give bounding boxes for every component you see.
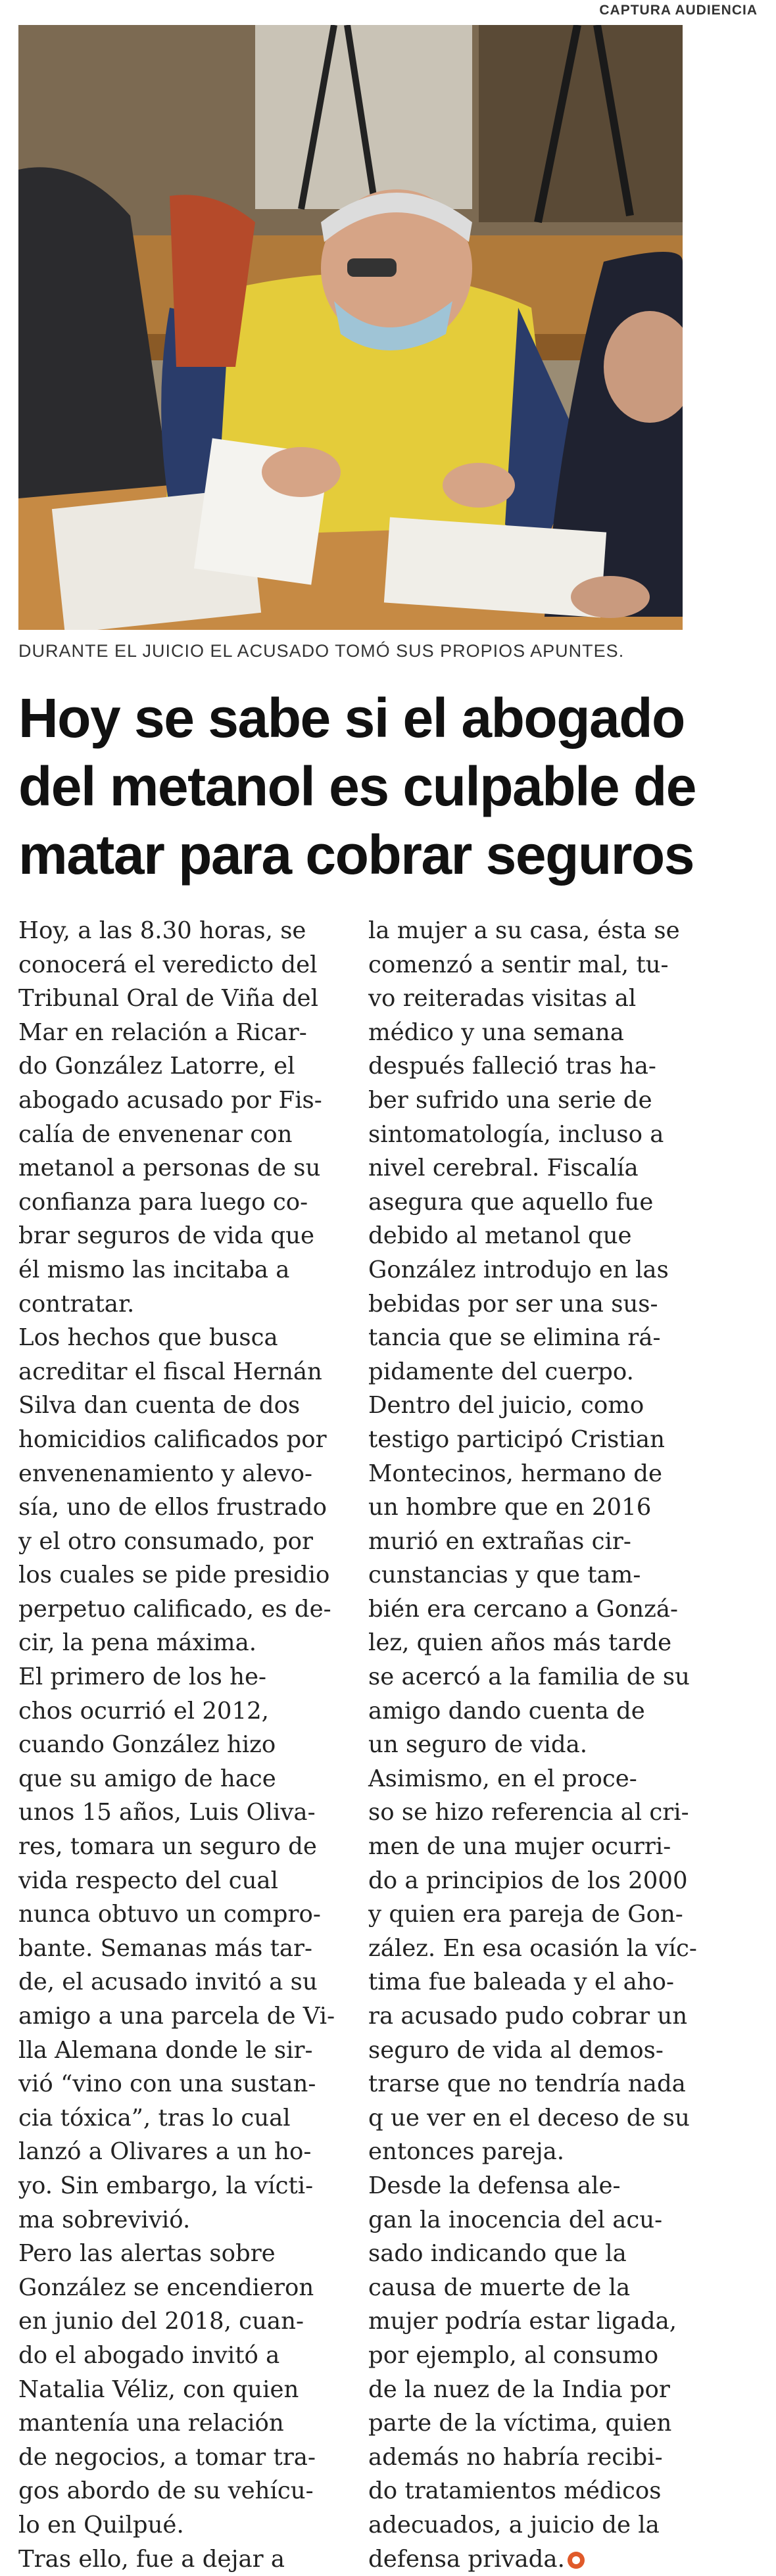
paragraph: Los hechos que busca acreditar el fiscal Hernán Silva dan cuenta de dos homicidios calificados por envenenamiento y alevo- sía, uno de ellos frustrado y el otro consumado, por los cuales se pide presidio perpetuo calificado, es de- cir, la pena máxima. [18, 1321, 347, 1660]
article-column-right [368, 914, 697, 2576]
paragraph: la mujer a su casa, ésta se comenzó a sentir mal, tu- vo reiteradas visitas al médico y una semana después falleció tras ha- ber sufrido una serie de sintomatología, incluso a nivel cerebral. Fiscalía asegura que aquello fue debido al metanol que González introdujo en las bebidas por ser una sus- tancia que se elimina rá- pidamente del cuerpo. [368, 914, 697, 1389]
paragraph-text: Desde la defensa ale- gan la inocencia del acu- sado indicando que la causa de muerte de la mujer podría estar ligada, por ejemplo, al consumo de la nuez de la India por parte de la víctima, quien además no habría recibi- do tratamientos médicos adecuados, a juicio de la defensa privada. [368, 2172, 677, 2573]
paragraph: Asimismo, en el proce- so se hizo referencia al cri- men de una mujer ocurri- do a principios de los 2000 y quien era pareja de Gon- zález. En esa ocasión la víc- tima fue baleada y el aho- ra acusado pudo cobrar un seguro de vida al demos- trarse que no tendría nada q ue ver en el deceso de su entonces pareja. [368, 1762, 697, 2169]
paragraph: El primero de los he- chos ocurrió el 2012, cuando González hizo que su amigo de hace unos 15 años, Luis Oliva- res, tomara un seguro de vida respecto del cual nunca obtuvo un compro- bante. Semanas más tar- de, el acusado invitó a su amigo a una parcela de Vi- lla Alemana donde le sir- vió “vino con una sustan- cia tóxica”, tras lo cual lanzó a Olivares a un ho- yo. Sin embargo, la vícti- ma sobrevivió. [18, 1660, 347, 2237]
paragraph: Dentro del juicio, como testigo participó Cristian Montecinos, hermano de un hombre que en 2016 murió en extrañas cir- cunstancias y que tam- bién era cercano a Gonzá- lez, quien años más tarde se acercó a la familia de su amigo dando cuenta de un seguro de vida. [368, 1389, 697, 1762]
photo-caption: DURANTE EL JUICIO EL ACUSADO TOMÓ SUS PROPIOS APUNTES. [18, 641, 689, 661]
article-column-left [18, 914, 347, 2576]
headline: Hoy se sabe si el abogado del metanol es culpable de matar para cobrar seguros [18, 684, 762, 889]
paragraph [368, 2169, 697, 2576]
paragraph: Pero las alertas sobre González se encendieron en junio del 2018, cuan- do el abogado invitó a Natalia Véliz, con quien mantenía una relación de negocios, a tomar tra- gos abordo de su vehícu- lo en Quilpué. [18, 2237, 347, 2542]
paragraph: Hoy, a las 8.30 horas, se conocerá el veredicto del Tribunal Oral de Viña del Mar en relación a Ricar- do González Latorre, el abogado acusado por Fis- calía de envenenar con metanol a personas de su confianza para luego co- brar seguros de vida que él mismo las incitaba a contratar. [18, 914, 347, 1321]
court-hearing-photo [18, 25, 683, 630]
court-hearing-illustration [18, 25, 683, 630]
end-of-article-icon [568, 2552, 585, 2569]
paragraph: Tras ello, fue a dejar a [18, 2542, 347, 2576]
photo-credit: CAPTURA AUDIENCIA [599, 3, 758, 18]
